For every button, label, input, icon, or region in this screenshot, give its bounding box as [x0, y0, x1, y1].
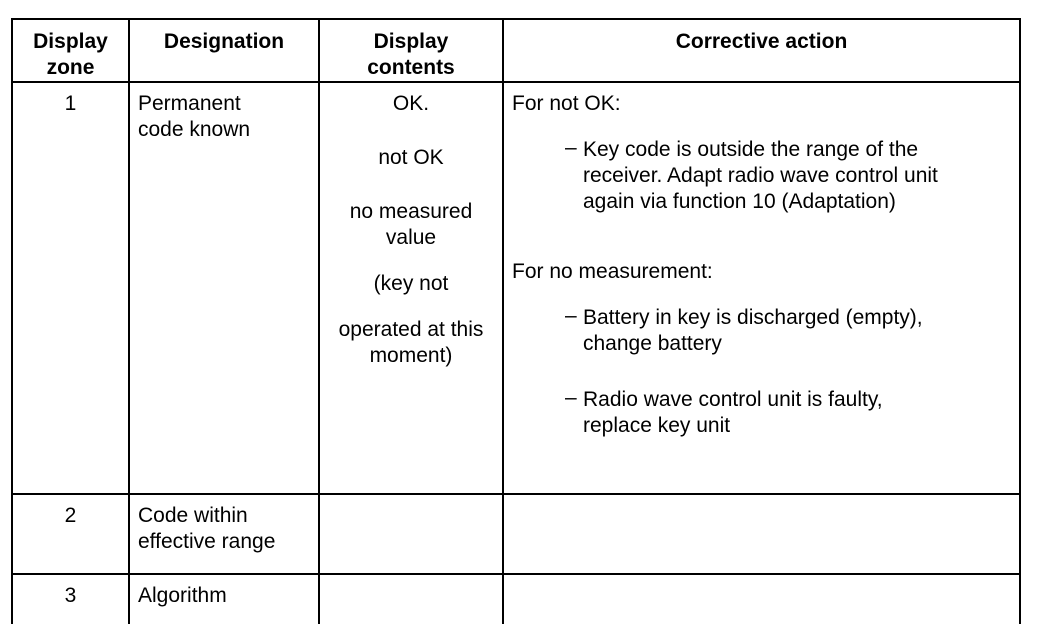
display-zone-table — [11, 18, 1021, 624]
table-header-row — [12, 19, 1020, 82]
display-contents-cell — [319, 494, 503, 574]
list-item: – Battery in key is discharged (empty), change battery — [565, 304, 923, 355]
content-ok: OK. — [392, 92, 430, 115]
designation-cell: Algorithm — [129, 574, 319, 624]
zone-cell: 1 — [12, 82, 129, 494]
display-contents-cell — [319, 82, 503, 494]
no-measurement-lead: For no measurement: — [512, 260, 713, 283]
designation-cell: Code within effective range — [129, 494, 319, 574]
header-corrective-action: Corrective action — [503, 19, 1020, 82]
table-row — [12, 82, 1020, 494]
header-designation: Designation — [129, 19, 319, 82]
header-display-contents: Display contents — [319, 19, 503, 82]
not-ok-lead: For not OK: — [512, 92, 621, 115]
corrective-action-cell — [503, 82, 1020, 494]
content-key-not: (key not — [373, 272, 449, 295]
dash-bullet: – — [565, 386, 577, 409]
content-no-measured-value: no measured value — [349, 200, 473, 249]
zone-cell: 2 — [12, 494, 129, 574]
zone-cell: 3 — [12, 574, 129, 624]
corrective-action-cell — [503, 574, 1020, 624]
designation-cell: Permanent code known — [129, 82, 319, 494]
table-row — [12, 574, 1020, 624]
display-contents-cell — [319, 574, 503, 624]
dash-bullet: – — [565, 304, 577, 327]
content-operated: operated at this moment) — [338, 318, 484, 367]
list-item: – Radio wave control unit is faulty, replace key unit — [565, 386, 883, 437]
table-row — [12, 494, 1020, 574]
dash-bullet: – — [565, 136, 577, 159]
header-display-zone: Display zone — [12, 19, 129, 82]
corrective-action-cell — [503, 494, 1020, 574]
content-not-ok: not OK — [378, 146, 444, 169]
list-item: – Key code is outside the range of the receiver. Adapt radio wave control unit again via function 10 (Adaptation) — [565, 136, 938, 213]
